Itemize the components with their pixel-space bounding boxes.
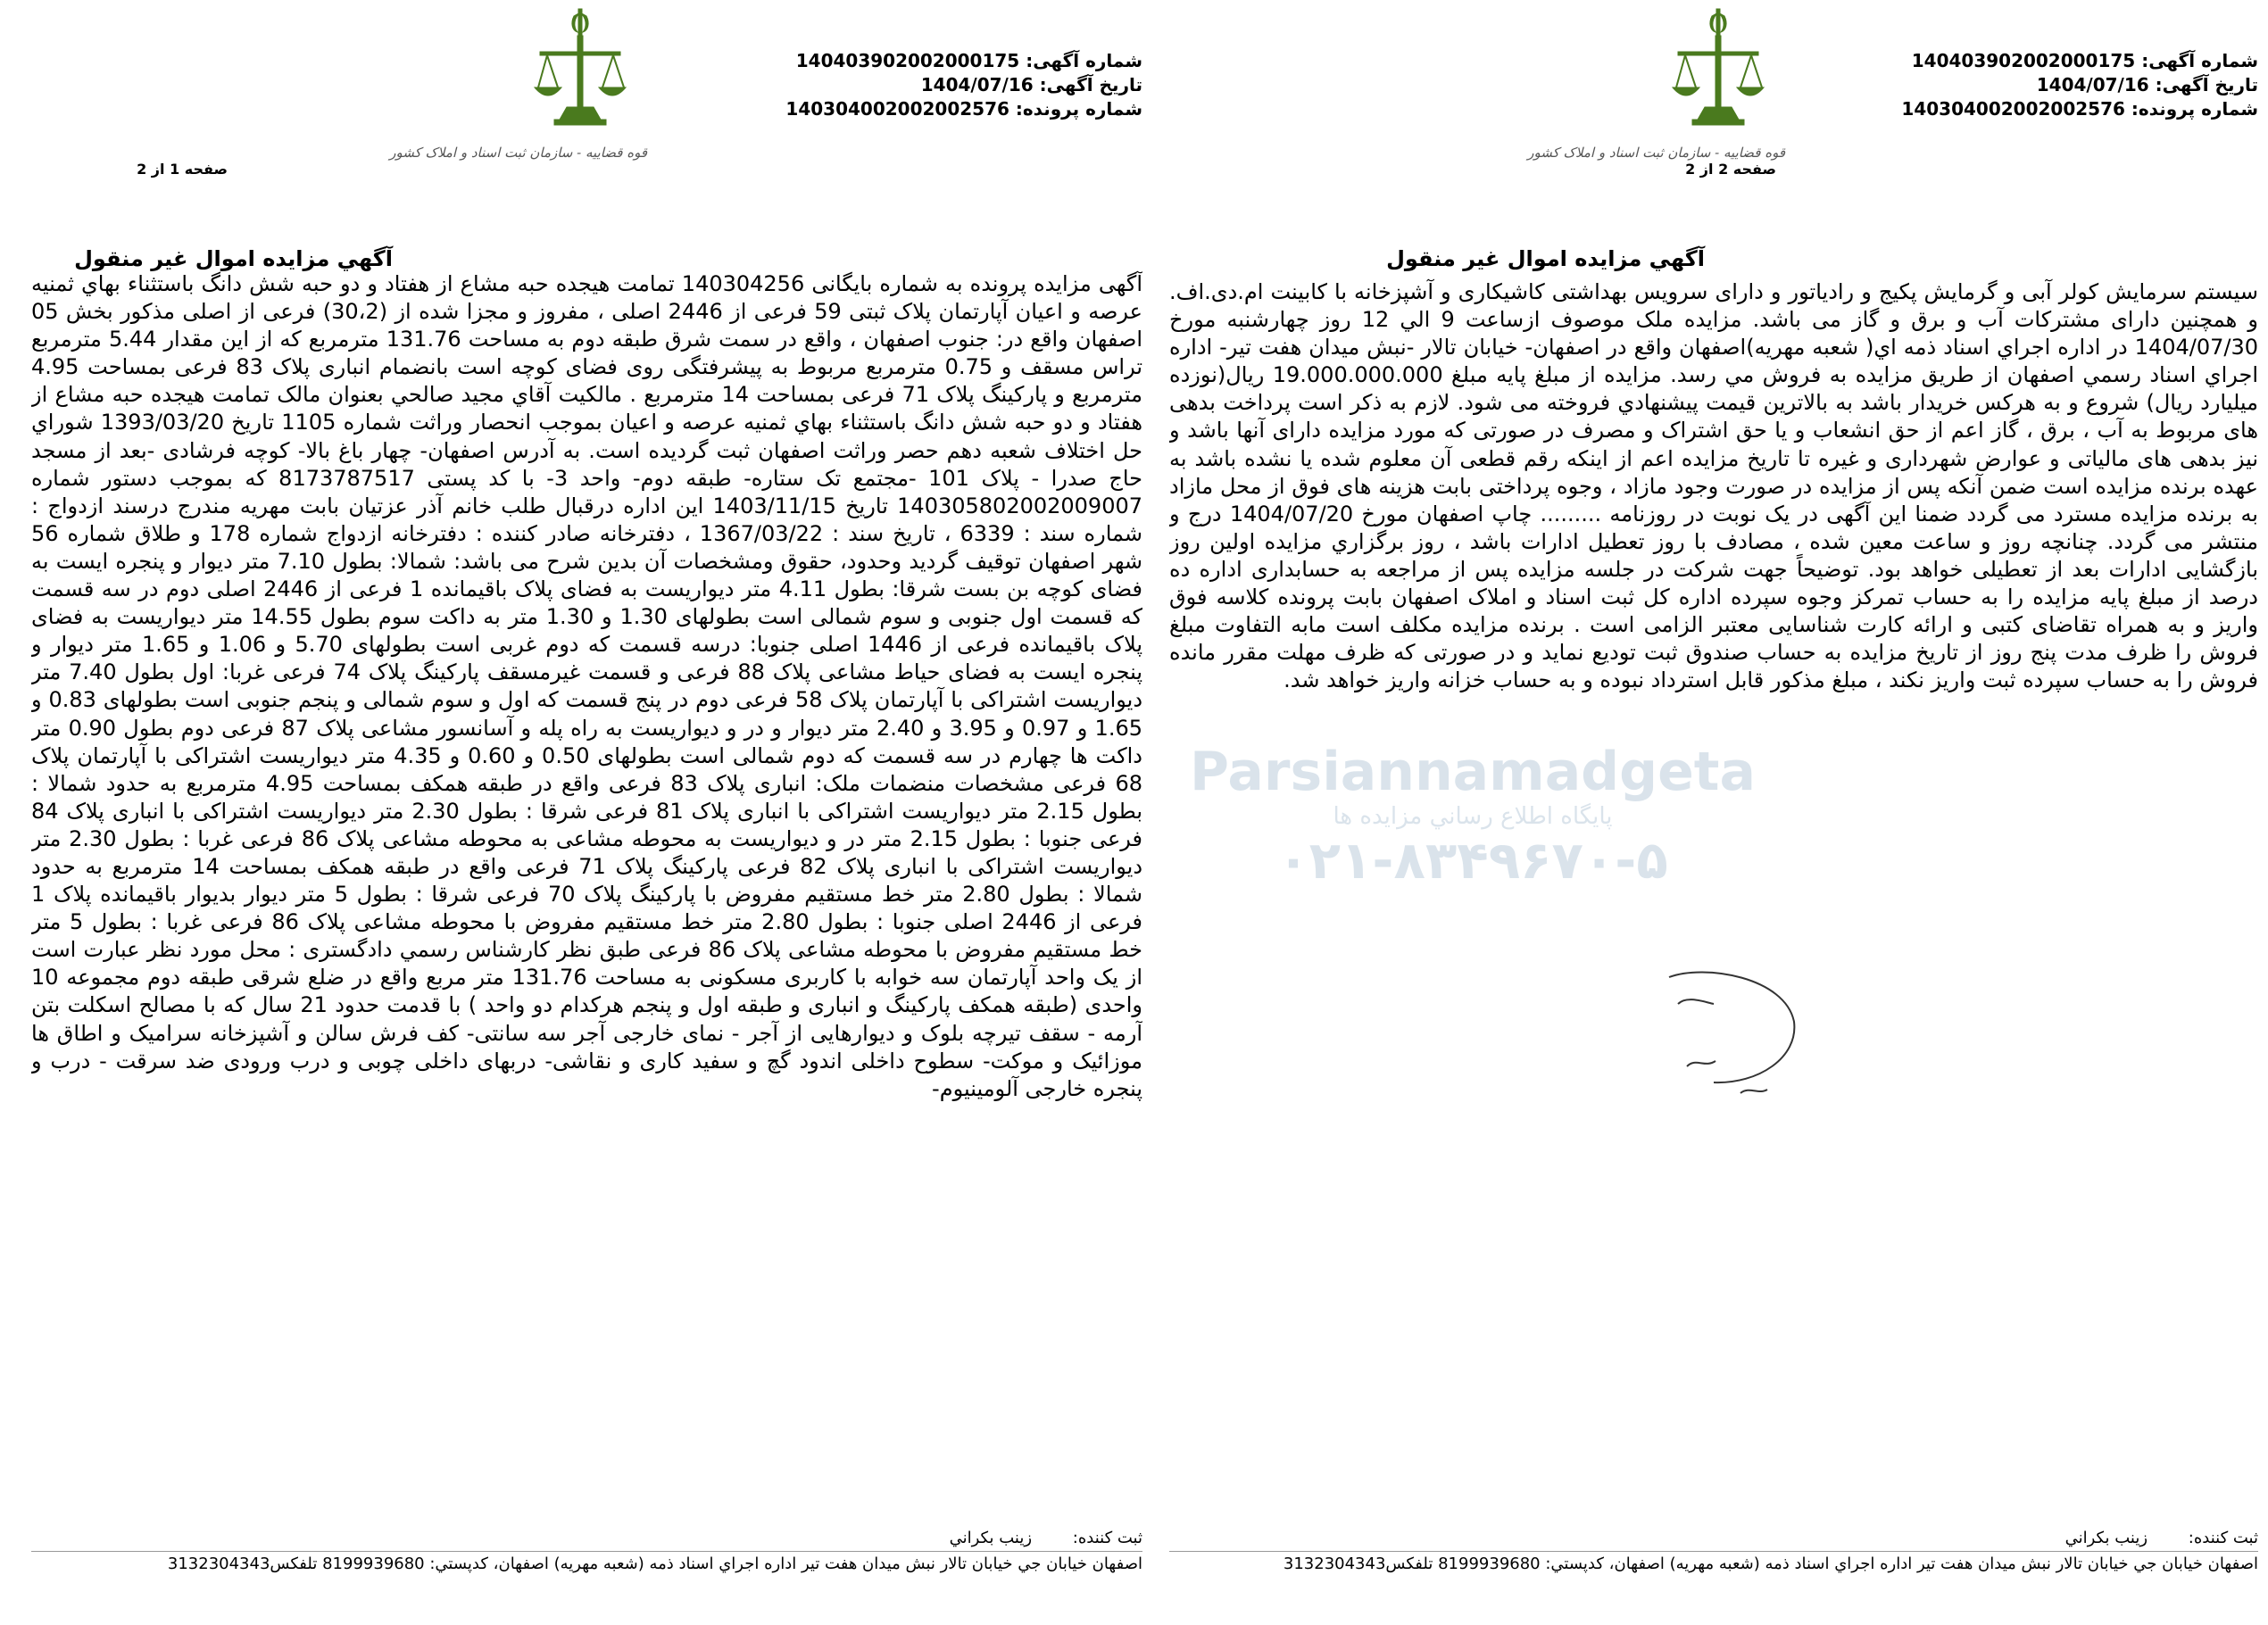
footer-divider (1169, 1551, 2258, 1552)
case-number-row (785, 97, 1142, 121)
ad-title: آگهي مزايده اموال غير منقول (1386, 246, 1705, 271)
case-number-label: شماره پرونده: (1015, 98, 1142, 120)
ad-date-row (1901, 73, 2258, 97)
ad-number-label: شماره آگهی: (2141, 50, 2258, 71)
ad-meta (785, 49, 1142, 121)
ad-number: 140403902002000175 (795, 50, 1020, 71)
org-caption: قوه قضاییه - سازمان ثبت اسناد و املاک کشور (389, 145, 647, 161)
ad-meta (1901, 49, 2258, 121)
registrar (2065, 1529, 2258, 1547)
signature-icon (1651, 968, 1812, 1102)
scales-of-justice-icon (1669, 5, 1767, 139)
ad-date: 1404/07/16 (920, 74, 1034, 95)
footer-divider (31, 1551, 1142, 1552)
ad-date-label: تاریخ آگهی: (2155, 74, 2258, 95)
case-number-label: شماره پرونده: (2131, 98, 2258, 120)
footer-address: اصفهان خيابان جي خيابان تالار نبش ميدان هفت تير اداره اجراي اسناد ذمه (شعبه مهريه) اصفهان، کدپستي: 8199939680 تلفکس3132304343 (167, 1555, 1142, 1573)
page-one (18, 0, 1142, 1625)
watermark-brand: Parsiannamadgeta (1190, 741, 1756, 803)
case-number: 140304002002002576 (785, 98, 1009, 120)
page-number: صفحه 2 از 2 (1685, 161, 1776, 178)
case-number-row (1901, 97, 2258, 121)
handwritten-signature (1651, 968, 1812, 1102)
judiciary-emblem (389, 5, 647, 193)
registrar-name: زينب بکراني (2064, 1529, 2148, 1547)
ad-date-row (785, 73, 1142, 97)
page-number: صفحه 1 از 2 (137, 161, 228, 178)
registrar (950, 1529, 1142, 1547)
footer-address: اصفهان خيابان جي خيابان تالار نبش ميدان هفت تير اداره اجراي اسناد ذمه (شعبه مهريه) اصفهان، کدپستي: 8199939680 تلفکس3132304343 (1283, 1555, 2258, 1573)
ad-date-label: تاریخ آگهی: (1039, 74, 1142, 95)
ad-body-text: سیستم سرمایش کولر آبی و گرمایش پکیج و رادیاتور و دارای سرویس بهداشتی کاشیکاری و آشپزخانه با کابینت ام.دی.اف. و همچنین دارای مشترکات آب و برق و گاز می باشد. مزایده ملک موصوف ازساعت 9 الي 12 روز چهارشنبه مورخ 1404/07/30 در اداره اجراي اسناد ذمه اي( شعبه مهريه)اصفهان واقع در اصفهان- خيابان تالار -نبش ميدان هفت تير- اداره اجراي اسناد رسمي اصفهان از طريق مزايده به فروش مي رسد. مزايده از مبلغ پايه مبلغ 19.000.000.000 ريال(نوزده ميليارد ريال) شروع و به هرکس خريدار باشد به بالاترين قيمت پيشنهادي فروخته مى شود. لازم به ذکر است پرداخت بدهى هاى مربوط به آب ، برق ، گاز اعم از حق انشعاب و يا حق اشتراک و مصرف در صورتى که مورد مزايده داراى آنها باشد و نيز بدهى هاى مالياتى و عوارض شهردارى و غيره تا تاريخ مزايده اعم از اينکه رقم قطعى آن معلوم شده يا نشده باشد به عهده برنده مزايده است ضمن آنکه پس از مزايده در صورت وجود مازاد ، وجوه پرداختى بابت هزينه هاى فوق از محل مازاد به برنده مزايده مسترد مى گردد ضمنا اين آگهى در يک نوبت در روزنامه ......... چاپ اصفهان مورخ 1404/07/20 درج و منتشر مى گردد. چنانچه روز و ساعت معين شده ، مصادف با روز تعطيل ادارات باشد ، روز برگزاري مزايده اولين روز بازگشايى ادارات بعد از تعطيلى خواهد بود. توضيحاً جهت شرکت در جلسه مزايده پس از مراجعه به حسابدارى اداره ده درصد از مبلغ پايه مزايده را به حساب تمرکز وجوه سپرده اداره کل ثبت اسناد و املاک اصفهان بابت پرونده کلاسه فوق واريز و به همراه تقاضاى کتبى و ارائه کارت شناسايى معتبر الزامى است . برنده مزايده مکلف است مابه التفاوت مبلغ فروش را ظرف مدت پنج روز از تاريخ مزايده به حساب صندوق ثبت توديع نمايد و در صورتى که ظرف مهلت مقرر مانده فروش را به حساب سپرده ثبت واريز نکند ، مبلغ مذکور قابل استرداد نبوده و به حساب خزانه واريز خواهد شد. (1169, 279, 2258, 693)
ad-number-row (785, 49, 1142, 73)
ad-number-label: شماره آگهی: (1026, 50, 1142, 71)
org-caption: قوه قضاییه - سازمان ثبت اسناد و املاک کشور (1527, 145, 1785, 161)
registrar-name: زينب بکراني (949, 1529, 1033, 1547)
ad-number: 140403902002000175 (1911, 50, 2136, 71)
scales-of-justice-icon (531, 5, 629, 139)
ad-date: 1404/07/16 (2036, 74, 2149, 95)
watermark-phone: ۰۲۱-۸۳۴۹۶۷۰-۵ (1277, 830, 1668, 891)
watermark-tagline: پايگاه اطلاع رساني مزايده ها (1333, 803, 1613, 830)
page-two (1151, 0, 2258, 1625)
ad-number-row (1901, 49, 2258, 73)
ad-body-text: آگهی مزایده پرونده به شماره بایگانی 140304256 تمامت هیجده حبه مشاع از هفتاد و دو حبه شش دانگ باستثناء بهاي ثمنيه عرصه و اعيان آپارتمان پلاک ثبتی 59 فرعی از 2446 اصلی ، مفروز و مجزا شده از (30،2) فرعی از اصلی مذکور بخش 05 اصفهان واقع در: جنوب اصفهان ، واقع در سمت شرق طبقه دوم به مساحت 131.76 مترمربع که از این مقدار 5.44 مترمربع تراس مسقف و 0.75 مترمربع مربوط به پیشرفتگی روی فضای کوچه است بانضمام انباری پلاک 83 فرعی بمساحت 4.95 مترمربع و پارکینگ پلاک 71 فرعی بمساحت 14 مترمربع . مالکیت آقاي مجيد صالحي بعنوان مالک تمامت هیجده حبه مشاع از هفتاد و دو حبه شش دانگ باستثناء بهاي ثمنيه عرصه و اعيان بموجب انحصار وراثت شماره 1105 تاريخ 1393/03/20 شوراي حل اختلاف شعبه دهم حصر وراثت اصفهان ثبت گرديده است. به آدرس اصفهان- چهار باغ بالا- کوچه فرشادی -بعد از مسجد حاج صدرا - پلاک 101 -مجتمع تک ستاره- طبقه دوم- واحد 3- با کد پستی 8173787517 که بموجب دستور شماره 140305802002009007 تاریخ 1403/11/15 این اداره درقبال طلب خانم آذر عزتیان بابت مهریه مندرج درسند ازدواج : شماره سند : 6339 ، تاريخ سند : 1367/03/22 ، دفترخانه صادر کننده : دفترخانه ازدواج شماره 178 و طلاق شماره 56 شهر اصفهان توقیف گردید وحدود، حقوق ومشخصات آن بدین شرح می باشد: شمالا: بطول 7.10 متر دیوار و پنجره ایست به فضای کوچه بن بست شرقا: بطول 4.11 متر دیواریست به فضای پلاک باقیمانده 1 فرعی از 2446 اصلی دوم در سه قسمت که قسمت اول جنوبی و سوم شمالی است بطولهای 1.30 و 1.30 متر به داکت سوم بطول 14.55 متر دیواریست به فضای پلاک باقیمانده فرعی از 1446 اصلی جنوبا: درسه قسمت که دوم غربی است بطولهای 5.70 و 1.06 و 1.65 متر دیوار و پنجره ایست به فضای حیاط مشاعی پلاک 88 فرعی و قسمت غیرمسقف پارکینگ پلاک 74 فرعی غربا: اول بطول 7.40 متر دیواریست اشتراکی با آپارتمان پلاک 58 فرعی دوم در پنج قسمت که اول و سوم شمالی و پنجم جنوبی است بطولهای 0.83 و 1.65 و 0.97 و 3.95 و 2.40 متر دیوار و در و دیواریست به راه پله و آسانسور مشاعی پلاک 87 فرعی دوم بطول 0.90 متر داکت ها چهارم در سه قسمت که دوم شمالی است بطولهای 0.50 و 0.60 و 4.35 متر دیواریست اشتراکی با آپارتمان پلاک 68 فرعی مشخصات منضمات ملک: انباری پلاک 83 فرعی واقع در طبقه همکف بمساحت 4.95 مترمربع به حدود شمالا : بطول 2.15 متر دیواریست اشتراکی با انباری پلاک 81 فرعی شرقا : بطول 2.30 متر دیواریست اشتراکی با انباری پلاک 84 فرعی جنوبا : بطول 2.15 متر در و دیواریست به محوطه مشاعی به محوطه مشاعی پلاک 86 فرعی غربا : بطول 2.30 متر دیواریست اشتراکی با انباری پلاک 82 فرعی پارکینگ پلاک 71 فرعی واقع در طبقه همکف بمساحت 14 مترمربع به حدود شمالا : بطول 2.80 متر خط مستقیم مفروض با پارکینگ پلاک 70 فرعی شرقا : بطول 5 متر دیوار بدیوار باقیمانده پلاک 1 فرعی از 2446 اصلی جنوبا : بطول 2.80 متر خط مستقیم مفروض با محوطه مشاعی پلاک 86 فرعی غربا : بطول 5 متر خط مستقیم مفروض با محوطه مشاعی پلاک 86 فرعی طبق نظر کارشناس رسمي دادگستری : محل مورد نظر عبارت است از یک واحد آپارتمان سه خوابه با کاربری مسکونی به مساحت 131.76 متر مربع واقع در ضلع شرقی طبقه دوم مجموعه 10 واحدی (طبقه همکف پارکینگ و انباری و طبقه اول و پنجم هرکدام دو واحد ) با قدمت حدود 21 سال که با مصالح اسکلت بتن آرمه - سقف تیرچه بلوک و دیوارهایی از آجر - نمای خارجی آجر سه سانتی- کف فرش سالن و آشپزخانه سرامیک و اطاق ها موزائیک و موکت- سطوح داخلی اندود گچ و سفید کاری و نقاشی- دربهای داخلی چوبی و درب ورودی ضد سرقت - درب و پنجره خارجی آلومینیوم- (31, 271, 1142, 1101)
case-number: 140304002002002576 (1901, 98, 2125, 120)
registrar-label: ثبت کننده: (1072, 1529, 1142, 1547)
registrar-label: ثبت کننده: (2188, 1529, 2258, 1547)
ad-title: آگهي مزايده اموال غير منقول (74, 246, 393, 271)
